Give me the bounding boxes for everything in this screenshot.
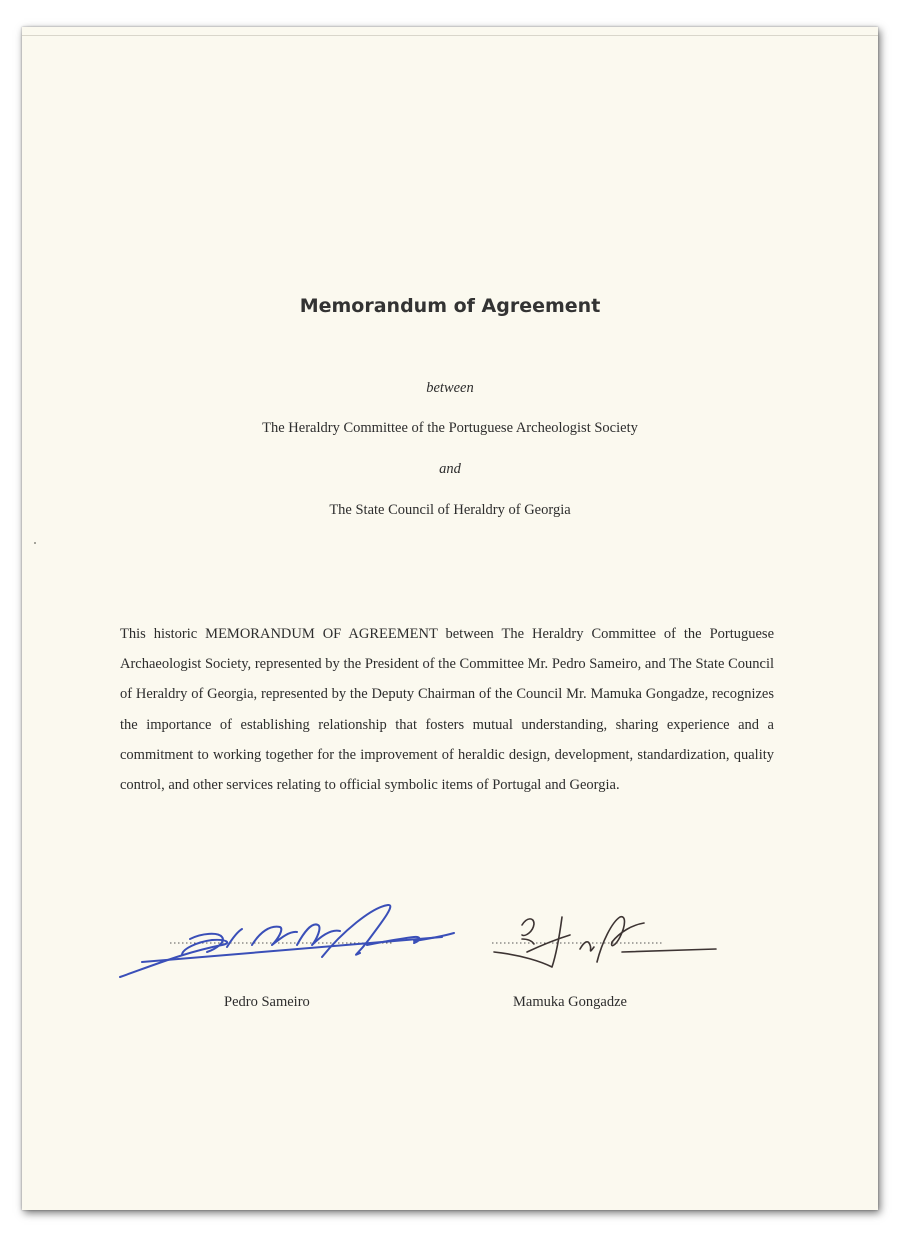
document-page xyxy=(22,27,878,1210)
right-signer-name: Mamuka Gongadze xyxy=(513,994,627,1010)
and-label: and xyxy=(439,461,461,477)
document-title: Memorandum of Agreement xyxy=(299,295,601,317)
between-label: between xyxy=(426,380,474,396)
agreement-body: This historic MEMORANDUM OF AGREEMENT between The Heraldry Committee of the Portuguese Archaeologist Society, represented by the President of the Committee Mr. Pedro Sameiro, and The State Council of Heraldry of Georgia, represented by the Deputy Chairman of the Council Mr. Mamuka Gongadze, recognizes the importance of establishing relationship that fosters mutual understanding, sharing experience and a commitment to working together for the improvement of heraldic design, development, standardization, quality control, and other services relating to official symbolic items of Portugal and Georgia. xyxy=(120,626,774,794)
party-two: The State Council of Heraldry of Georgia xyxy=(329,502,571,518)
right-handwritten-signature xyxy=(494,917,716,967)
left-signer-name: Pedro Sameiro xyxy=(224,994,310,1010)
left-handwritten-signature xyxy=(120,905,454,977)
signatures-area xyxy=(22,27,878,1210)
party-one: The Heraldry Committee of the Portuguese Archeologist Society xyxy=(262,420,638,436)
